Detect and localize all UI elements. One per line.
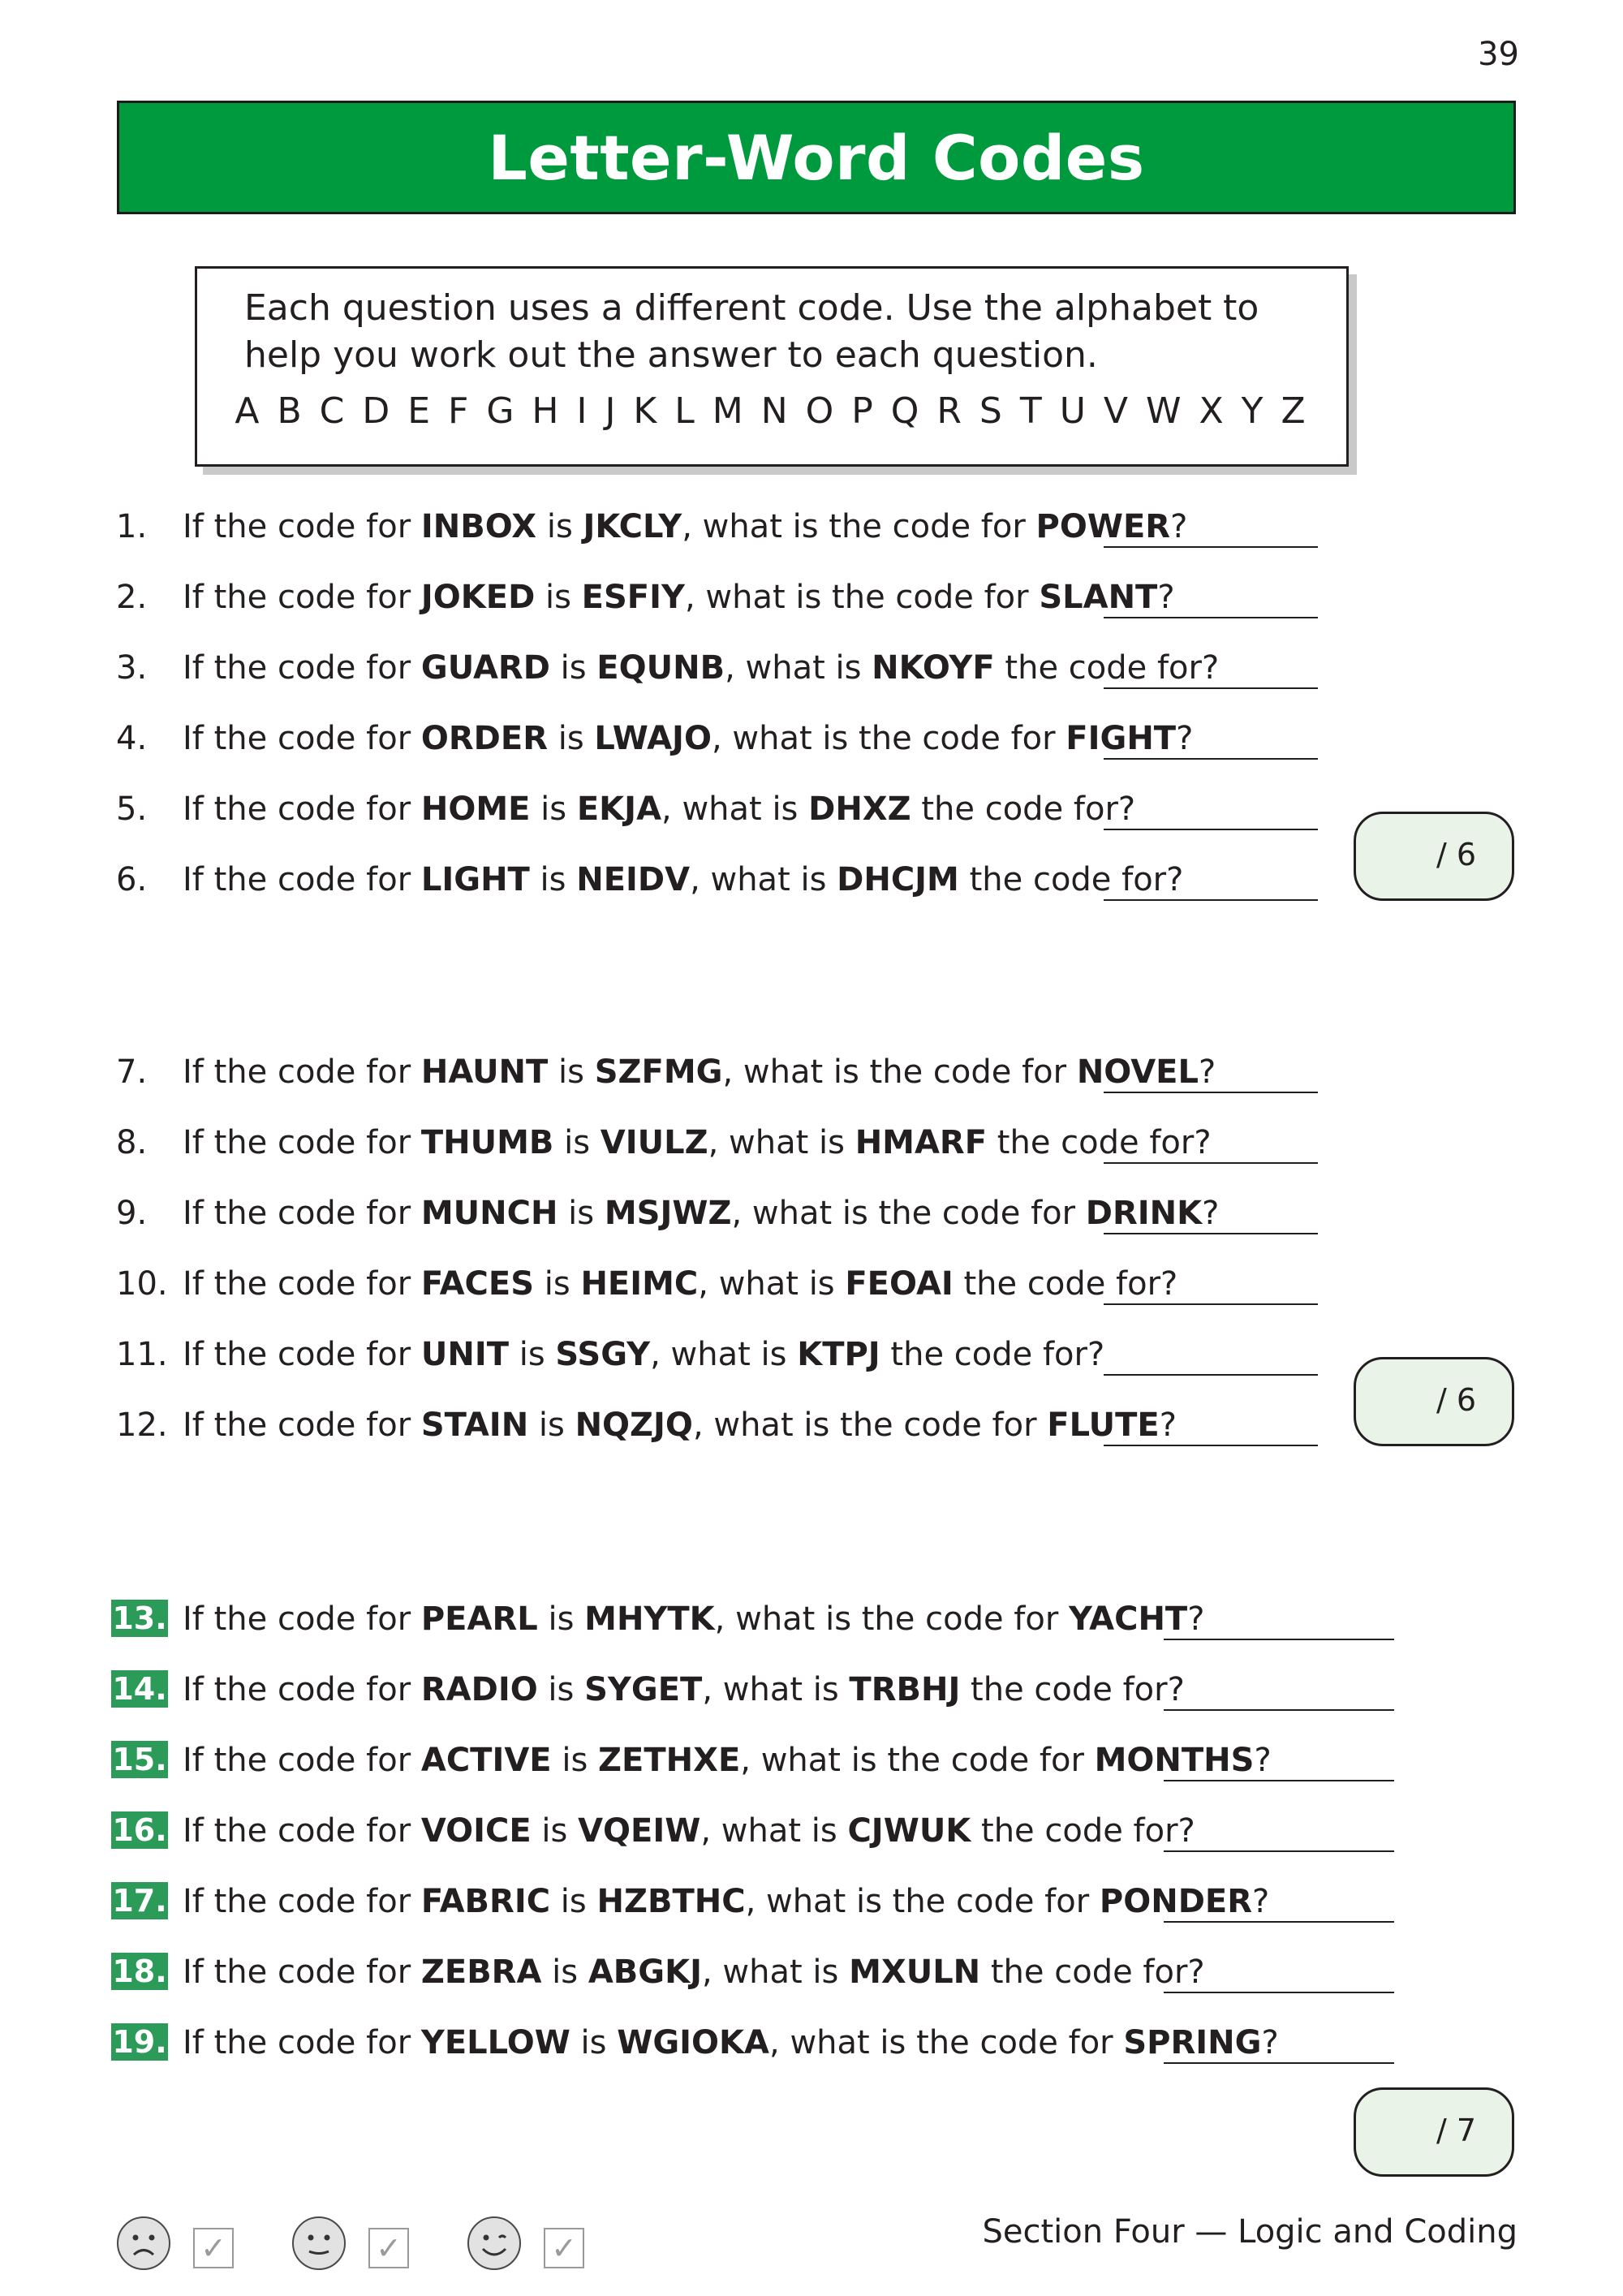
page-number: 39 xyxy=(1478,36,1519,73)
answer-line[interactable] xyxy=(1164,1850,1394,1852)
question-text: If the code for JOKED is ESFIY, what is the code for SLANT? xyxy=(183,579,1175,616)
question-text: If the code for HAUNT is SZFMG, what is the code for NOVEL? xyxy=(183,1053,1216,1091)
question-number-badge: 14. xyxy=(112,1671,167,1707)
question-text: If the code for PEARL is MHYTK, what is the code for YACHT? xyxy=(183,1600,1205,1638)
score-box-3[interactable]: / 7 xyxy=(1354,2087,1514,2177)
question-text: If the code for ACTIVE is ZETHXE, what is the code for MONTHS? xyxy=(183,1742,1272,1779)
answer-line[interactable] xyxy=(1104,687,1318,689)
section-footer: Section Four — Logic and Coding xyxy=(982,2213,1518,2251)
question-number: 1. xyxy=(116,508,148,545)
question-text: If the code for ZEBRA is ABGKJ, what is MXULN the code for? xyxy=(183,1954,1205,1991)
question-number: 3. xyxy=(116,649,148,687)
question-number: 2. xyxy=(116,579,148,616)
question-text: If the code for FABRIC is HZBTHC, what is the code for PONDER? xyxy=(183,1883,1270,1920)
answer-line[interactable] xyxy=(1104,829,1318,830)
question-text: If the code for GUARD is EQUNB, what is NKOYF the code for? xyxy=(183,649,1220,687)
question-number: 7. xyxy=(116,1053,148,1091)
answer-line[interactable] xyxy=(1104,1303,1318,1305)
answer-line[interactable] xyxy=(1104,758,1318,760)
answer-line[interactable] xyxy=(1104,1233,1318,1234)
checkmark: ✓ xyxy=(376,2230,402,2266)
question-number-badge: 13. xyxy=(112,1600,167,1636)
happy-face-icon[interactable] xyxy=(467,2216,521,2270)
answer-line[interactable] xyxy=(1104,1445,1318,1446)
score-box-2[interactable]: / 6 xyxy=(1354,1357,1514,1446)
question-number: 12. xyxy=(116,1406,168,1444)
question-text: If the code for LIGHT is NEIDV, what is DHCJM the code for? xyxy=(183,861,1184,898)
answer-line[interactable] xyxy=(1164,1992,1394,1993)
answer-line[interactable] xyxy=(1104,899,1318,901)
question-text: If the code for HOME is EKJA, what is DHXZ the code for? xyxy=(183,790,1136,828)
question-text: If the code for INBOX is JKCLY, what is the code for POWER? xyxy=(183,508,1188,545)
score-box-1[interactable]: / 6 xyxy=(1354,812,1514,901)
question-text: If the code for VOICE is VQEIW, what is CJWUK the code for? xyxy=(183,1812,1195,1850)
instructions-box xyxy=(195,266,1349,467)
question-number: 6. xyxy=(116,861,148,898)
checkbox[interactable] xyxy=(193,2228,234,2268)
answer-line[interactable] xyxy=(1164,1709,1394,1711)
checkmark: ✓ xyxy=(551,2230,577,2266)
answer-line[interactable] xyxy=(1164,1780,1394,1781)
answer-line[interactable] xyxy=(1104,1374,1318,1376)
question-text: If the code for ORDER is LWAJO, what is the code for FIGHT? xyxy=(183,720,1194,757)
question-text: If the code for FACES is HEIMC, what is FEOAI the code for? xyxy=(183,1265,1178,1303)
checkbox[interactable] xyxy=(544,2228,584,2268)
answer-line[interactable] xyxy=(1104,1162,1318,1164)
question-number-badge: 16. xyxy=(112,1812,167,1848)
question-number: 9. xyxy=(116,1195,148,1232)
alphabet: A B C D E F G H I J K L M N O P Q R S T U V W X Y Z xyxy=(235,390,1309,432)
question-text: If the code for UNIT is SSGY, what is KTPJ the code for? xyxy=(183,1336,1105,1373)
question-number: 5. xyxy=(116,790,148,828)
answer-line[interactable] xyxy=(1104,546,1318,548)
question-text: If the code for STAIN is NQZJQ, what is the code for FLUTE? xyxy=(183,1406,1177,1444)
question-number-badge: 18. xyxy=(112,1954,167,1989)
question-number-badge: 17. xyxy=(112,1883,167,1919)
question-number-badge: 19. xyxy=(112,2024,167,2060)
question-number: 8. xyxy=(116,1124,148,1161)
neutral-face-icon[interactable] xyxy=(292,2216,346,2270)
question-text: If the code for YELLOW is WGIOKA, what is the code for SPRING? xyxy=(183,2024,1279,2061)
answer-line[interactable] xyxy=(1164,1639,1394,1640)
checkbox[interactable] xyxy=(368,2228,409,2268)
answer-line[interactable] xyxy=(1164,1921,1394,1923)
question-text: If the code for RADIO is SYGET, what is TRBHJ the code for? xyxy=(183,1671,1185,1708)
question-number: 11. xyxy=(116,1336,168,1373)
question-number: 4. xyxy=(116,720,148,757)
question-number: 10. xyxy=(116,1265,168,1303)
answer-line[interactable] xyxy=(1104,617,1318,618)
answer-line[interactable] xyxy=(1164,2062,1394,2064)
question-text: If the code for THUMB is VIULZ, what is HMARF the code for? xyxy=(183,1124,1212,1161)
sad-face-icon[interactable] xyxy=(117,2216,170,2270)
page-title: Letter-Word Codes xyxy=(488,121,1145,194)
question-text: If the code for MUNCH is MSJWZ, what is the code for DRINK? xyxy=(183,1195,1220,1232)
title-banner xyxy=(117,101,1516,214)
instructions-text: Each question uses a different code. Use the alphabet to help you work out the answer to each question. xyxy=(244,287,1259,376)
checkmark: ✓ xyxy=(200,2230,226,2266)
answer-line[interactable] xyxy=(1104,1092,1318,1093)
question-number-badge: 15. xyxy=(112,1742,167,1777)
